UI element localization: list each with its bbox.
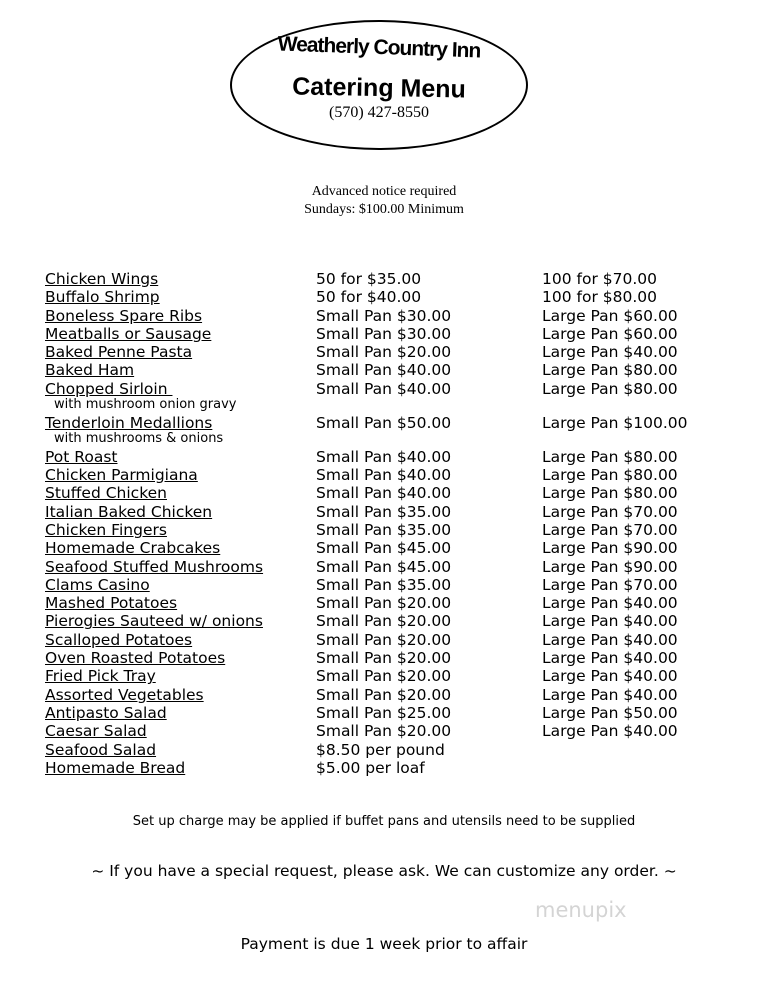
menu-item: [45, 576, 745, 594]
menu-item: [45, 503, 745, 521]
menu-item-price-small: Small Pan $40.00: [316, 447, 452, 466]
menu-item: [45, 649, 745, 667]
menu-item-name: Buffalo Shrimp: [45, 288, 160, 307]
menu-item: [45, 484, 745, 502]
phone-number: (570) 427-8550: [329, 104, 429, 121]
menu-item-name: Chicken Fingers: [45, 520, 167, 539]
menu-item-price-small: Small Pan $20.00: [316, 612, 452, 631]
menu-item-price-small: Small Pan $40.00: [316, 466, 452, 485]
menu-item-name: Italian Baked Chicken: [45, 502, 213, 521]
special-request-note: ~ If you have a special request, please ask. We can customize any order. ~: [91, 862, 677, 880]
menu-item-price-large: Large Pan $40.00: [542, 630, 678, 649]
menu-item-price-large: Large Pan $60.00: [542, 306, 678, 325]
menu-item: [45, 270, 745, 288]
menu-item-price-small: Small Pan $20.00: [316, 722, 452, 741]
menu-item: [45, 361, 745, 379]
menu-item-name: Baked Penne Pasta: [45, 343, 193, 362]
menu-item-price-large: Large Pan $90.00: [542, 539, 678, 558]
menu-item-name: Pierogies Sauteed w/ onions: [45, 612, 263, 631]
menu-item-name: Scalloped Potatoes: [45, 630, 193, 649]
menu-item-price-large: Large Pan $40.00: [542, 594, 678, 613]
menu-item-name: Pot Roast: [45, 447, 118, 466]
menu-item: [45, 448, 745, 466]
menu-item: [45, 466, 745, 484]
menu-item: [45, 704, 745, 722]
menu-item-price-small: Small Pan $45.00: [316, 539, 452, 558]
menu-item-name: Meatballs or Sausage: [45, 324, 212, 343]
menu-item-price-large: Large Pan $40.00: [542, 685, 678, 704]
menu-item-price-large: Large Pan $40.00: [542, 343, 678, 362]
menu-item-name: Clams Casino: [45, 575, 150, 594]
menu-item-price-large: Large Pan $50.00: [542, 703, 678, 722]
menu-item-price-small: Small Pan $20.00: [316, 685, 452, 704]
menu-item-name: Caesar Salad: [45, 722, 147, 741]
menu-item-name: Chopped Sirloin: [45, 379, 173, 398]
menu-item-name: Oven Roasted Potatoes: [45, 649, 226, 668]
notice-advance: Advanced notice required: [311, 184, 457, 199]
menu-item: [45, 722, 745, 740]
menu-item: [45, 539, 745, 557]
menu-item-price-small: Small Pan $35.00: [316, 575, 452, 594]
menu-item-name: Chicken Parmigiana: [45, 466, 198, 485]
menu-item-name: Homemade Crabcakes: [45, 539, 221, 558]
menu-item-name: Seafood Salad: [45, 740, 157, 759]
menu-item-name: Fried Pick Tray: [45, 667, 156, 686]
menu-item-price-large: Large Pan $70.00: [542, 502, 678, 521]
menu-item-price-large: Large Pan $80.00: [542, 484, 678, 503]
menu-item-price-large: Large Pan $70.00: [542, 575, 678, 594]
menu-item-price-small: 50 for $40.00: [316, 288, 422, 307]
menu-item-price-small: Small Pan $20.00: [316, 667, 452, 686]
menu-item: [45, 414, 745, 448]
menu-item-price-large: Large Pan $40.00: [542, 722, 678, 741]
menu-item-price-small: Small Pan $30.00: [316, 306, 452, 325]
menu-item: [45, 594, 745, 612]
menu-list: [45, 270, 745, 777]
menu-item-price-small: Small Pan $35.00: [316, 520, 452, 539]
payment-note: Payment is due 1 week prior to affair: [240, 935, 528, 953]
menu-item-price-small: Small Pan $50.00: [316, 413, 452, 432]
menu-item-price-large: Large Pan $40.00: [542, 612, 678, 631]
menu-item-price-large: Large Pan $80.00: [542, 447, 678, 466]
menu-item-price-small: Small Pan $30.00: [316, 324, 452, 343]
menu-item: [45, 759, 745, 777]
menu-item-price-large: 100 for $70.00: [542, 270, 657, 288]
menu-item-price-large: Large Pan $40.00: [542, 649, 678, 668]
menu-item-name: Assorted Vegetables: [45, 685, 204, 704]
menu-item: [45, 667, 745, 685]
menu-item-price-small: Small Pan $20.00: [316, 649, 452, 668]
menu-item-price-small: $5.00 per loaf: [316, 758, 425, 777]
menu-item: [45, 380, 745, 414]
menu-item: [45, 325, 745, 343]
menu-item-price-small: Small Pan $45.00: [316, 557, 452, 576]
menu-item: [45, 343, 745, 361]
menu-item-price-small: 50 for $35.00: [316, 270, 422, 288]
menu-item-price-small: Small Pan $40.00: [316, 379, 452, 398]
menu-item-name: Tenderloin Medallions: [45, 413, 213, 432]
menu-item-name: Stuffed Chicken: [45, 484, 167, 503]
menu-item-description: with mushroom onion gravy: [54, 396, 237, 412]
menu-item-price-large: Large Pan $100.00: [542, 413, 688, 432]
menu-item: [45, 686, 745, 704]
menu-item-name: Baked Ham: [45, 361, 135, 380]
menu-item-name: Antipasto Salad: [45, 703, 167, 722]
menu-item-name: Chicken Wings: [45, 270, 159, 288]
menu-item: [45, 288, 745, 306]
menu-item-name: Boneless Spare Ribs: [45, 306, 203, 325]
menu-item: [45, 558, 745, 576]
menu-item-price-small: Small Pan $40.00: [316, 361, 452, 380]
menu-item-price-large: Large Pan $80.00: [542, 379, 678, 398]
menu-item-price-large: Large Pan $80.00: [542, 466, 678, 485]
menu-item: [45, 741, 745, 759]
menu-item-price-large: Large Pan $80.00: [542, 361, 678, 380]
menu-item-name: Mashed Potatoes: [45, 594, 178, 613]
menu-item: [45, 612, 745, 630]
menu-item-price-small: Small Pan $35.00: [316, 502, 452, 521]
menu-item-price-large: Large Pan $90.00: [542, 557, 678, 576]
menu-item-price-large: Large Pan $40.00: [542, 667, 678, 686]
restaurant-name: Weatherly Country Inn: [277, 32, 481, 63]
menu-item-price-large: 100 for $80.00: [542, 288, 657, 307]
menu-title: Catering Menu: [291, 72, 467, 104]
menu-item: [45, 307, 745, 325]
menu-item-price-small: $8.50 per pound: [316, 740, 445, 759]
menu-item-price-small: Small Pan $20.00: [316, 343, 452, 362]
menu-item-name: Homemade Bread: [45, 758, 186, 777]
menu-item-price-small: Small Pan $40.00: [316, 484, 452, 503]
menu-item-name: Seafood Stuffed Mushrooms: [45, 557, 264, 576]
notice-minimum: Sundays: $100.00 Minimum: [304, 202, 464, 217]
menu-item-price-small: Small Pan $25.00: [316, 703, 452, 722]
menu-item-price-small: Small Pan $20.00: [316, 594, 452, 613]
setup-charge-note: Set up charge may be applied if buffet pans and utensils need to be supplied: [132, 814, 636, 829]
menu-item: [45, 521, 745, 539]
watermark: menupix: [535, 898, 627, 922]
menu-item-price-large: Large Pan $60.00: [542, 324, 678, 343]
menu-item-description: with mushrooms & onions: [54, 430, 224, 446]
menu-item-price-large: Large Pan $70.00: [542, 520, 678, 539]
menu-item: [45, 631, 745, 649]
menu-item-price-small: Small Pan $20.00: [316, 630, 452, 649]
